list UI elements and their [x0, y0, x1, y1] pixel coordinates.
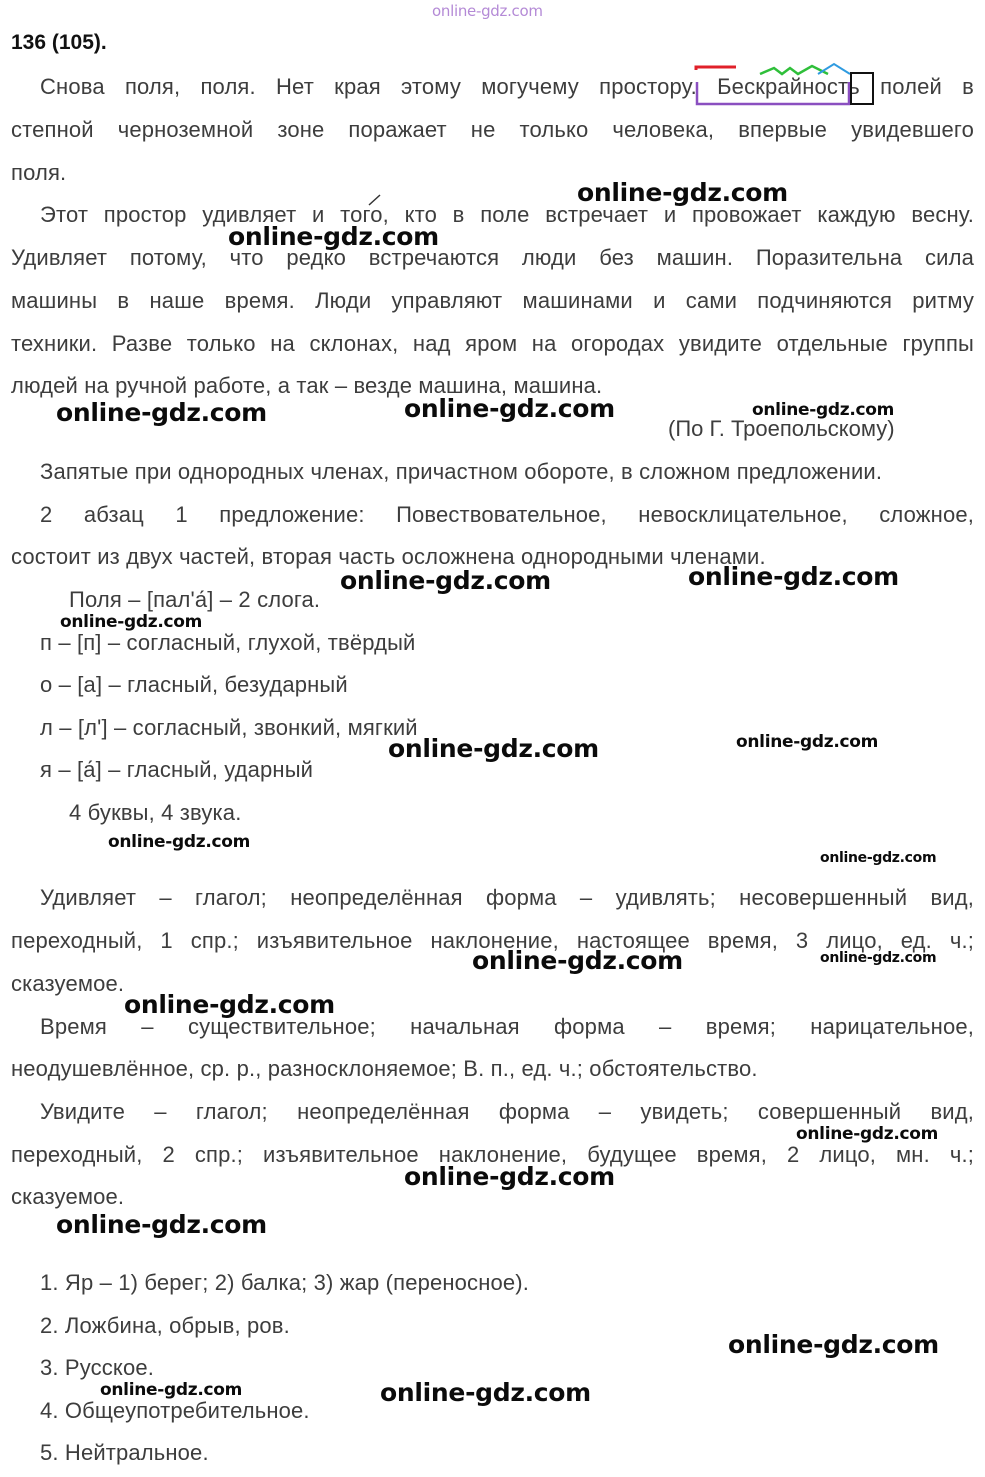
phonetic-row: л – [л'] – согласный, звонкий, мягкий	[40, 715, 418, 740]
watermark: online-gdz.com	[820, 850, 937, 866]
stem-mark	[697, 82, 849, 104]
watermark: online-gdz.com	[736, 732, 879, 752]
exercise-number: 136 (105).	[11, 31, 107, 54]
text-line: техники. Разве только на склонах, над яром на огородах увидите отдельные группы	[11, 331, 974, 356]
watermark: online-gdz.com	[340, 566, 551, 595]
syntax-line: состоит из двух частей, вторая часть осложнена однородными членами.	[11, 544, 766, 569]
watermark: online-gdz.com	[388, 734, 599, 763]
answer-item: 4. Общеупотребительное.	[40, 1398, 310, 1423]
watermark: online-gdz.com	[56, 1210, 267, 1239]
text-fragment: Снова поля, поля. Нет края этому могучему простору.	[40, 74, 718, 99]
text-line: людей на ручной работе, а так – везде машина, машина.	[11, 373, 603, 398]
text-fragment: полей в	[859, 74, 974, 99]
phonetic-row: о – [а] – гласный, безударный	[40, 672, 348, 697]
watermark: online-gdz.com	[124, 990, 335, 1019]
watermark: online-gdz.com	[404, 394, 615, 423]
watermark: online-gdz.com	[380, 1378, 591, 1407]
text-line: поля.	[11, 160, 67, 185]
top-watermark: online-gdz.com	[432, 2, 543, 20]
commas-note: Запятые при однородных членах, причастном обороте, в сложном предложении.	[40, 459, 883, 484]
watermark: online-gdz.com	[60, 612, 203, 632]
text-line: степной черноземной зоне поражает не только человека, впервые увидевшего	[11, 117, 974, 142]
text-line: Этот простор удивляет и того, кто в поле встречает и провожает каждую весну.	[40, 202, 974, 227]
watermark: online-gdz.com	[404, 1162, 615, 1191]
phonetic-footer: 4 буквы, 4 звука.	[69, 800, 242, 825]
morph-line: переходный, 2 спр.; изъявительное наклонение, будущее время, 2 лицо, мн. ч.;	[11, 1142, 974, 1167]
text-line: машины в наше время. Люди управляют машинами и сами подчиняются ритму	[11, 288, 974, 313]
watermark: online-gdz.com	[56, 398, 267, 427]
watermark: online-gdz.com	[688, 562, 899, 591]
morph-line: Увидите – глагол; неопределённая форма – увидеть; совершенный вид,	[40, 1099, 974, 1124]
watermark: online-gdz.com	[796, 1124, 939, 1144]
morph-line: неодушевлённое, ср. р., разносклоняемое; В. п., ед. ч.; обстоятельство.	[11, 1056, 758, 1081]
stress-mark	[368, 193, 382, 207]
answer-item: 3. Русское.	[40, 1355, 154, 1380]
watermark: online-gdz.com	[577, 178, 788, 207]
watermark: online-gdz.com	[100, 1380, 243, 1400]
watermark: online-gdz.com	[228, 222, 439, 251]
root-mark	[760, 66, 828, 74]
morph-line: Время – существительное; начальная форма – время; нарицательное,	[40, 1014, 974, 1039]
syntax-line: 2 абзац 1 предложение: Повествовательное, невосклицательное, сложное,	[40, 502, 974, 527]
answer-item: 2. Ложбина, обрыв, ров.	[40, 1313, 290, 1338]
source-attribution: (По Г. Троепольскому)	[668, 416, 895, 441]
watermark: online-gdz.com	[728, 1330, 939, 1359]
ending-mark	[851, 73, 873, 104]
text-line: Удивляет потому, что редко встречаются люди без машин. Поразительна сила	[11, 245, 974, 270]
answer-item: 5. Нейтральное.	[40, 1440, 209, 1465]
watermark: online-gdz.com	[108, 832, 251, 852]
watermark: online-gdz.com	[472, 946, 683, 975]
morph-line: Удивляет – глагол; неопределённая форма – удивлять; несовершенный вид,	[40, 885, 974, 910]
morph-line: переходный, 1 спр.; изъявительное наклонение, настоящее время, 3 лицо, ед. ч.;	[11, 928, 974, 953]
phonetic-row: я – [а́] – гласный, ударный	[40, 757, 314, 782]
phonetic-header: Поля – [пал'а́] – 2 слога.	[69, 587, 321, 612]
watermark: online-gdz.com	[752, 400, 895, 420]
morpheme-parse-marks	[694, 58, 874, 108]
morph-line: сказуемое.	[11, 1184, 125, 1209]
phonetic-row: п – [п] – согласный, глухой, твёрдый	[40, 630, 416, 655]
morph-line: сказуемое.	[11, 971, 125, 996]
answer-item: 1. Яр – 1) берег; 2) балка; 3) жар (переносное).	[40, 1270, 529, 1295]
word-with-morpheme-marks: Бескрайность	[717, 74, 860, 99]
watermark: online-gdz.com	[820, 950, 937, 966]
prefix-mark	[696, 67, 736, 70]
